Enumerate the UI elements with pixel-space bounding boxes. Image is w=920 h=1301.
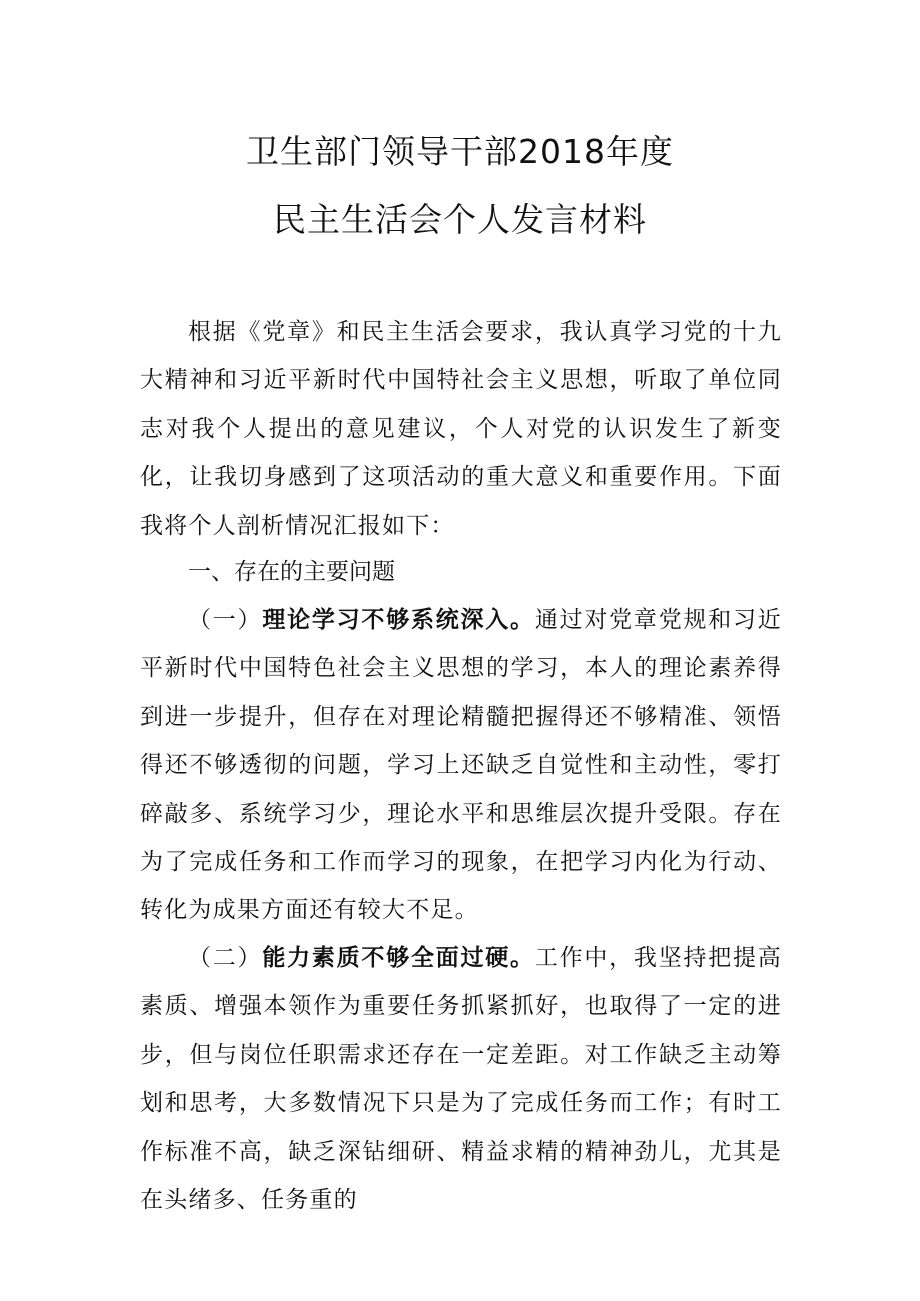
document-title-line-2: 民主生活会个人发言材料 <box>273 200 647 239</box>
item-2-text: 工作中，我坚持把提高素质、增强本领作为重要任务抓紧抓好，也取得了一定的进步，但与岗位任职需求还存在一定差距。对工作缺乏主动筹划和思考，大多数情况下只是为了完成任务而工作；有时工作标准不高，缺乏深钻细研、精益求精的精神劲儿，尤其是在头绪多、任务重的 <box>140 945 783 1214</box>
section-heading: 一、存在的主要问题 <box>188 559 395 585</box>
item-1-text: 通过对党章党规和习近平新时代中国特色社会主义思想的学习，本人的理论素养得到进一步提升，但存在对理论精髓把握得还不够精准、领悟得还不够透彻的问题，学习上还缺乏自觉性和主动性，零打碎敲多、系统学习少，理论水平和思维层次提升受限。存在为了完成任务和工作而学习的现象，在把学习内化为行动、转化为成果方面还有较大不足。 <box>140 607 783 924</box>
item-2-paragraph <box>140 934 782 1224</box>
item-1-number: （一） <box>188 607 263 633</box>
item-1-paragraph <box>140 596 782 935</box>
document-title-line-1: 卫生部门领导干部2018年度 <box>246 132 674 171</box>
item-1-heading: 理论学习不够系统深入。 <box>262 607 535 633</box>
intro-paragraph: 根据《党章》和民主生活会要求，我认真学习党的十九大精神和习近平新时代中国特社会主义思想，听取了单位同志对我个人提出的意见建议，个人对党的认识发生了新变化，让我切身感到了这项活动的重大意义和重要作用。下面我将个人剖析情况汇报如下： <box>140 319 782 539</box>
item-2-number: （二） <box>188 945 263 971</box>
item-2-heading: 能力素质不够全面过硬。 <box>262 945 535 971</box>
